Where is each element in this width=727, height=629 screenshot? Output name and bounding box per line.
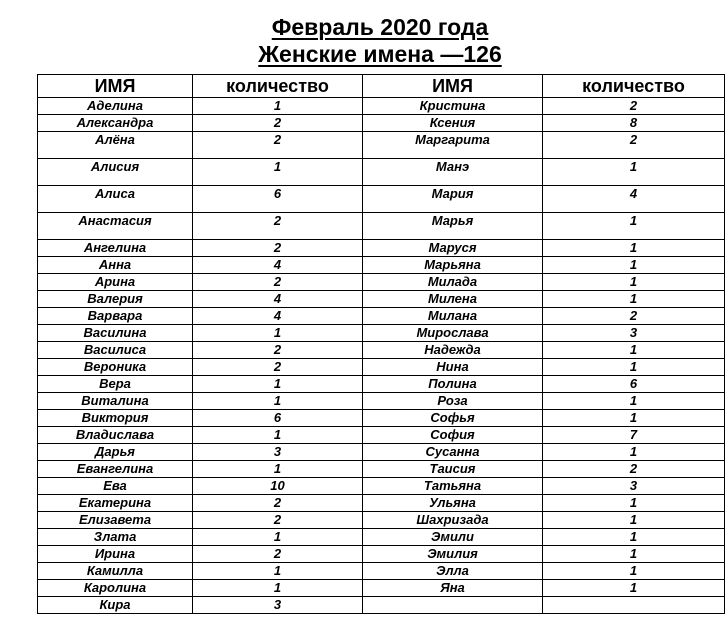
name-cell: Маргарита [363,132,543,159]
count-cell: 8 [543,115,725,132]
table-row [38,410,725,427]
name-cell: Милана [363,308,543,325]
table-row [38,597,725,614]
name-cell: Яна [363,580,543,597]
count-cell: 3 [193,597,363,614]
count-cell: 1 [543,512,725,529]
table-row [38,308,725,325]
table-row [38,213,725,240]
name-cell: Милада [363,274,543,291]
name-cell: Евангелина [38,461,193,478]
table-row [38,342,725,359]
name-cell: Эмили [363,529,543,546]
name-cell: Виктория [38,410,193,427]
name-cell: Александра [38,115,193,132]
count-cell: 1 [193,461,363,478]
name-cell: Анна [38,257,193,274]
table-row [38,376,725,393]
name-cell: Каролина [38,580,193,597]
count-cell: 2 [543,308,725,325]
count-cell: 1 [543,563,725,580]
count-cell: 2 [193,546,363,563]
count-cell: 1 [543,580,725,597]
count-cell: 4 [193,257,363,274]
table-row [38,512,725,529]
table-row [38,159,725,186]
name-cell: Аделина [38,98,193,115]
count-cell: 1 [193,325,363,342]
count-cell: 1 [543,342,725,359]
count-cell: 2 [193,115,363,132]
name-cell: Манэ [363,159,543,186]
table-row [38,461,725,478]
table-row [38,186,725,213]
header-count-2: количество [543,75,725,98]
count-cell: 2 [193,213,363,240]
name-cell: Василина [38,325,193,342]
header-name-2: ИМЯ [363,75,543,98]
name-cell: Злата [38,529,193,546]
count-cell: 1 [193,529,363,546]
count-cell: 1 [543,159,725,186]
count-cell: 1 [543,393,725,410]
count-cell: 3 [193,444,363,461]
table-row [38,495,725,512]
count-cell: 2 [193,512,363,529]
count-cell: 1 [543,274,725,291]
name-cell: Виталина [38,393,193,410]
header-name-1: ИМЯ [38,75,193,98]
name-cell: Кристина [363,98,543,115]
count-cell: 2 [543,461,725,478]
count-cell: 1 [193,580,363,597]
count-cell: 6 [193,410,363,427]
count-cell: 6 [543,376,725,393]
name-cell: Нина [363,359,543,376]
name-cell: Алёна [38,132,193,159]
table-row [38,393,725,410]
name-cell: Екатерина [38,495,193,512]
header-count-1: количество [193,75,363,98]
names-table [37,74,725,614]
name-cell: Алиса [38,186,193,213]
count-cell: 1 [193,98,363,115]
page-title: Февраль 2020 года [271,14,489,40]
name-cell: Арина [38,274,193,291]
name-cell: Софья [363,410,543,427]
count-cell: 2 [193,495,363,512]
count-cell: 2 [543,98,725,115]
name-cell: Ева [38,478,193,495]
name-cell: Шахризада [363,512,543,529]
count-cell: 1 [193,427,363,444]
page-subtitle: Женские имена —126 [258,41,502,67]
count-cell: 2 [193,240,363,257]
name-cell: Эмилия [363,546,543,563]
name-cell: Елизавета [38,512,193,529]
name-cell: Валерия [38,291,193,308]
table-row [38,529,725,546]
count-cell: 1 [543,240,725,257]
count-cell: 2 [193,274,363,291]
name-cell: София [363,427,543,444]
count-cell: 3 [543,478,725,495]
count-cell: 7 [543,427,725,444]
name-cell: Варвара [38,308,193,325]
name-cell: Полина [363,376,543,393]
count-cell: 1 [543,257,725,274]
count-cell: 1 [543,529,725,546]
count-cell: 1 [193,563,363,580]
count-cell: 1 [193,376,363,393]
name-cell: Марьяна [363,257,543,274]
name-cell: Ксения [363,115,543,132]
name-cell: Надежда [363,342,543,359]
table-row [38,132,725,159]
name-cell: Ангелина [38,240,193,257]
name-cell: Василиса [38,342,193,359]
count-cell: 4 [193,291,363,308]
table-row [38,274,725,291]
table-row [38,359,725,376]
count-cell: 1 [543,359,725,376]
table-row [38,546,725,563]
count-cell: 2 [193,132,363,159]
name-cell [363,597,543,614]
count-cell: 2 [193,342,363,359]
table-row [38,444,725,461]
name-cell: Анастасия [38,213,193,240]
name-cell: Владислава [38,427,193,444]
title-block [0,15,727,67]
table-row [38,563,725,580]
table-row [38,240,725,257]
count-cell: 4 [543,186,725,213]
count-cell: 2 [193,359,363,376]
count-cell: 4 [193,308,363,325]
count-cell: 1 [543,291,725,308]
name-cell: Элла [363,563,543,580]
count-cell: 1 [543,546,725,563]
name-cell: Камилла [38,563,193,580]
count-cell: 10 [193,478,363,495]
table-row [38,115,725,132]
count-cell [543,597,725,614]
name-cell: Вероника [38,359,193,376]
name-cell: Роза [363,393,543,410]
name-cell: Мария [363,186,543,213]
name-cell: Вера [38,376,193,393]
name-cell: Марья [363,213,543,240]
table-header-row [38,75,725,98]
name-cell: Кира [38,597,193,614]
name-cell: Дарья [38,444,193,461]
table-row [38,325,725,342]
name-cell: Сусанна [363,444,543,461]
table-row [38,580,725,597]
table-row [38,427,725,444]
name-cell: Таисия [363,461,543,478]
count-cell: 1 [543,410,725,427]
name-cell: Алисия [38,159,193,186]
table-row [38,478,725,495]
count-cell: 1 [543,495,725,512]
count-cell: 1 [543,444,725,461]
count-cell: 2 [543,132,725,159]
count-cell: 3 [543,325,725,342]
count-cell: 1 [543,213,725,240]
count-cell: 6 [193,186,363,213]
name-cell: Маруся [363,240,543,257]
name-cell: Милена [363,291,543,308]
name-cell: Ирина [38,546,193,563]
count-cell: 1 [193,159,363,186]
table-row [38,257,725,274]
table-row [38,291,725,308]
name-cell: Мирослава [363,325,543,342]
table-row [38,98,725,115]
name-cell: Ульяна [363,495,543,512]
name-cell: Татьяна [363,478,543,495]
count-cell: 1 [193,393,363,410]
